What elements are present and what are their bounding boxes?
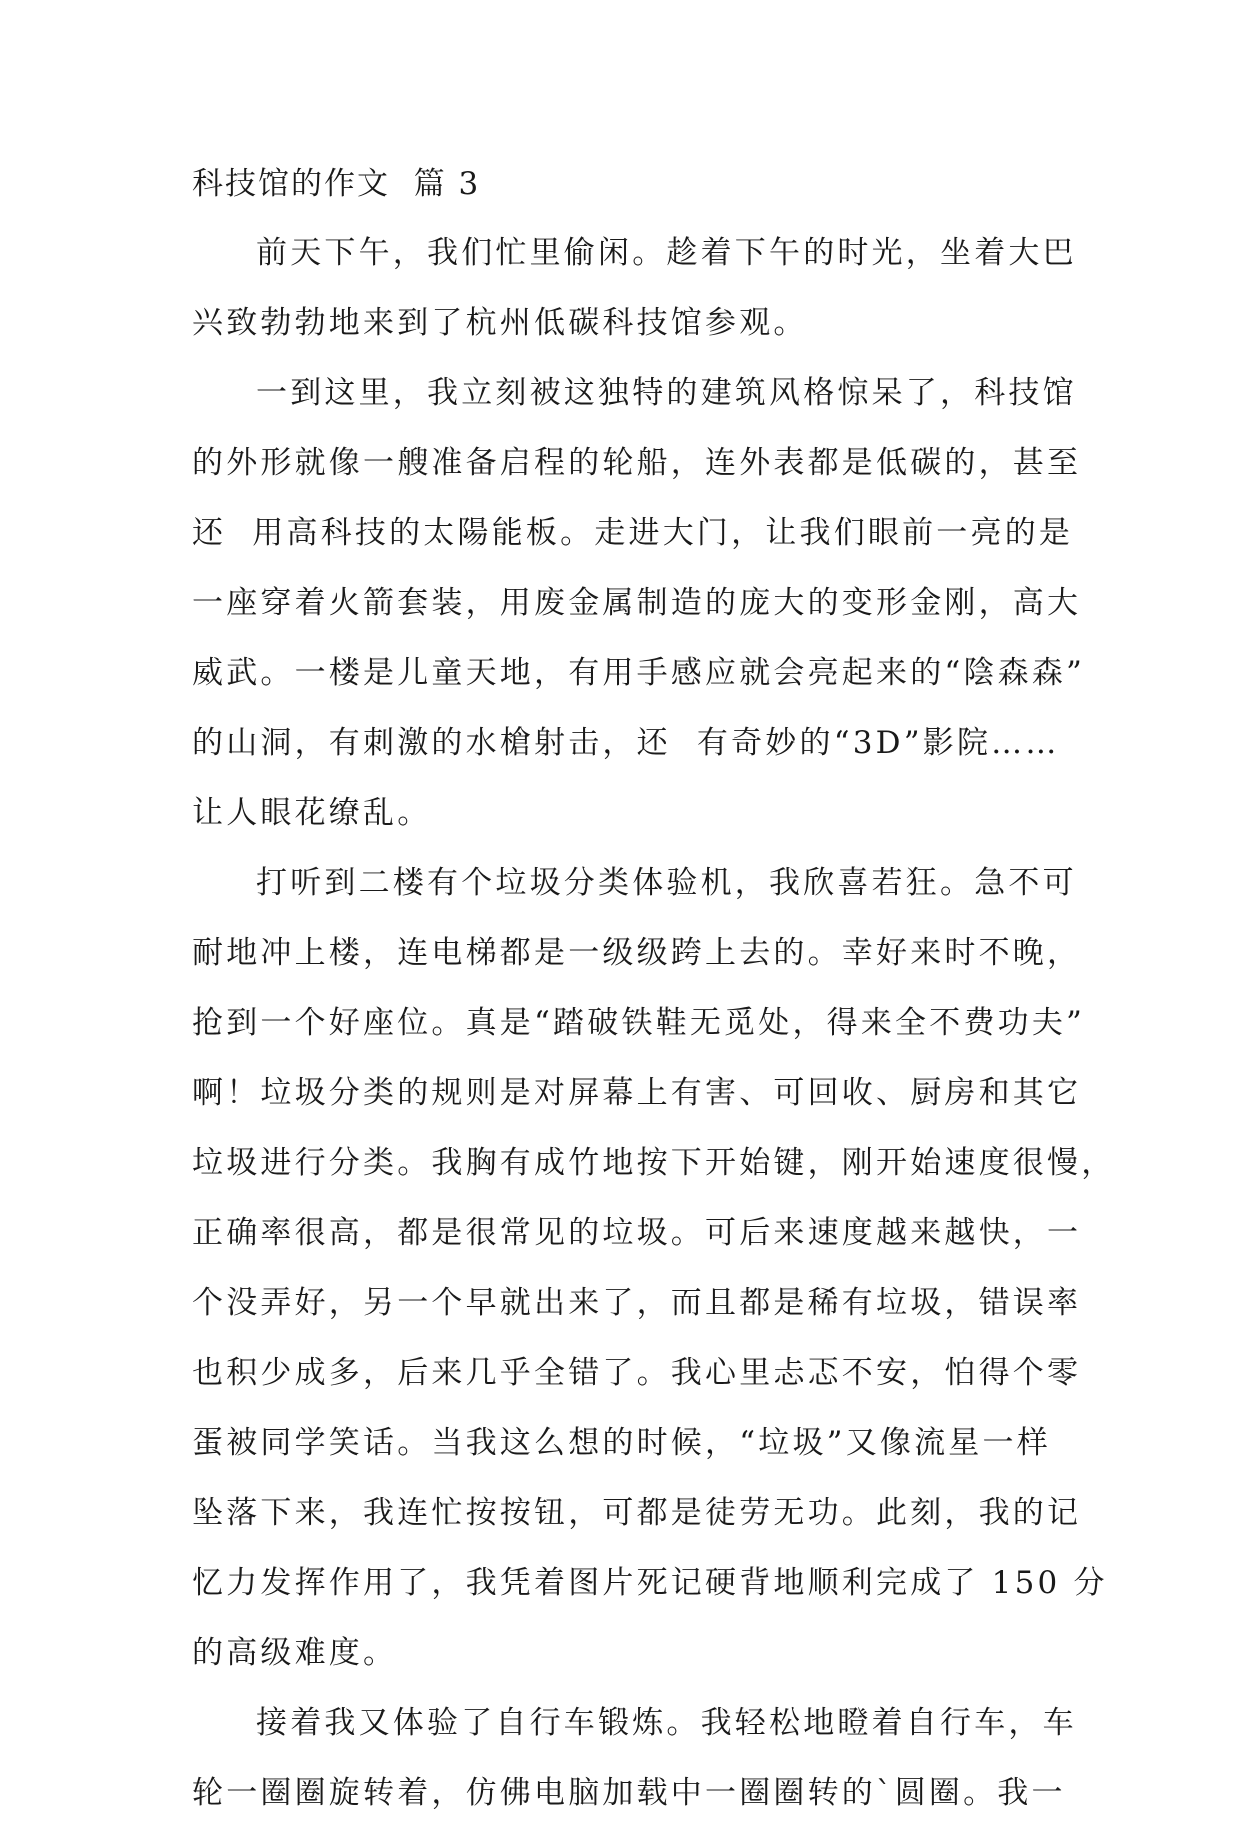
paragraph-line: 打听到二楼有个垃圾分类体验机，我欣喜若狂。急不可 [256, 865, 1077, 901]
paragraph-line: 兴致勃勃地来到了杭州低碳科技馆参观。 [192, 305, 808, 341]
essay-title: 科技馆的作文 篇 3 [192, 166, 481, 202]
paragraph-line: 一座穿着火箭套装，用废金属制造的庞大的变形金刚，高大 [192, 585, 1082, 621]
paragraph-line: 一到这里，我立刻被这独特的建筑风格惊呆了，科技馆 [256, 375, 1077, 411]
paragraph-line: 还 用高科技的太陽能板。走进大门，让我们眼前一亮的是 [192, 515, 1074, 551]
paragraph-line: 轮一圈圈旋转着，仿佛电脑加载中一圈圈转的`圆圈。我一 [192, 1775, 1066, 1811]
paragraph-line: 坠落下来，我连忙按按钮，可都是徒劳无功。此刻，我的记 [192, 1495, 1082, 1531]
paragraph-line: 个没弄好，另一个早就出来了，而且都是稀有垃圾，错误率 [192, 1285, 1082, 1321]
paragraph-line: 让人眼花缭乱。 [192, 795, 432, 831]
paragraph-line: 耐地冲上楼，连电梯都是一级级跨上去的。幸好来时不晚， [192, 935, 1082, 971]
paragraph-line: 抢到一个好座位。真是“踏破铁鞋无觅处，得来全不费功夫” [192, 1005, 1086, 1041]
paragraph-line: 接着我又体验了自行车锻炼。我轻松地瞪着自行车，车 [256, 1705, 1077, 1741]
paragraph-line: 忆力发挥作用了，我凭着图片死记硬背地顺利完成了 150 分 [192, 1565, 1108, 1601]
paragraph-line: 正确率很高，都是很常见的垃圾。可后来速度越来越快，一 [192, 1215, 1082, 1251]
paragraph-line: 的高级难度。 [192, 1635, 398, 1671]
paragraph-line: 威武。一楼是儿童天地，有用手感应就会亮起来的“陰森森” [192, 655, 1086, 691]
paragraph-2 [192, 358, 1086, 848]
paragraph-line: 蛋被同学笑话。当我这么想的时候，“垃圾”又像流星一样 [192, 1425, 1051, 1461]
paragraph-line: 啊！垃圾分类的规则是对屏幕上有害、可回收、厨房和其它 [192, 1075, 1082, 1111]
paragraph-line: 也积少成多，后来几乎全错了。我心里忐忑不安，怕得个零 [192, 1355, 1082, 1391]
paragraph-3 [192, 848, 1116, 1688]
paragraph-line: 前天下午，我们忙里偷闲。趁着下午的时光，坐着大巴 [256, 235, 1077, 271]
paragraph-line: 的山洞，有刺激的水槍射击，还 有奇妙的“3D”影院…… [192, 725, 1060, 761]
essay-body [192, 158, 1116, 1828]
paragraph-line: 垃圾进行分类。我胸有成竹地按下开始键，刚开始速度很慢， [192, 1145, 1116, 1181]
paragraph-4 [192, 1688, 1077, 1828]
paragraph-line: 的外形就像一艘准备启程的轮船，连外表都是低碳的，甚至 [192, 445, 1082, 481]
paragraph-1 [192, 218, 1077, 358]
